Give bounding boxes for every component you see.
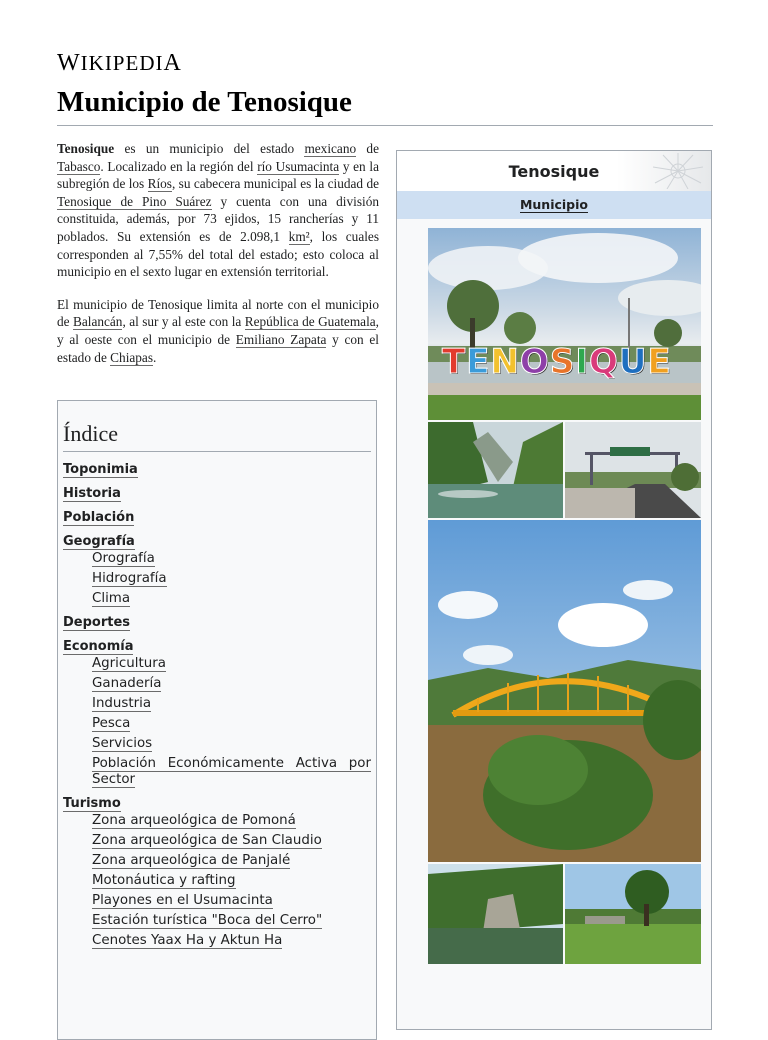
lead-section — [57, 140, 379, 381]
toc-section-link[interactable]: Historia — [63, 486, 121, 501]
toc-subsection-list — [92, 656, 371, 788]
toc-subsection-link[interactable]: Agricultura — [92, 656, 166, 671]
toc-subsection[interactable] — [92, 756, 371, 788]
toc-subsection[interactable] — [92, 893, 371, 909]
page-title: Municipio de Tenosique — [57, 86, 713, 126]
article-link[interactable]: río Usumacinta — [257, 158, 340, 174]
toc-subsection[interactable] — [92, 933, 371, 949]
toc-subsection-list — [92, 551, 371, 607]
article-link[interactable]: República de Guatemala — [244, 314, 376, 330]
cliff-lagoon-illustration — [428, 864, 563, 964]
toc-section-link[interactable]: Toponimia — [63, 462, 138, 477]
paragraph-text: y cuenta con una división constituida, además, por 73 ejidos, 15 rancherías y 11 poblados. Su extensión es de 2.098,1 — [57, 193, 380, 244]
sign-letter: S — [549, 342, 575, 382]
toc-section[interactable] — [63, 484, 371, 502]
article-link[interactable]: km² — [288, 228, 310, 244]
toc-subsection-link[interactable]: Pesca — [92, 716, 131, 731]
toc-list — [63, 460, 371, 949]
toc-subsection-link[interactable]: Población Económicamente Activa por Sector — [92, 756, 371, 787]
toc-subsection[interactable] — [92, 853, 371, 869]
toc-subsection-link[interactable]: Zona arqueológica de Panjalé — [92, 853, 291, 868]
article-link[interactable]: Chiapas — [110, 349, 154, 365]
tenosique-sign-letters — [442, 342, 671, 382]
toc-subsection[interactable] — [92, 591, 371, 607]
toc-subsection-link[interactable]: Zona arqueológica de San Claudio — [92, 833, 322, 848]
decorative-burst-icon — [653, 153, 703, 189]
photo-river-canyon[interactable] — [428, 422, 563, 518]
toc-subsection[interactable] — [92, 571, 371, 587]
photo-cliff-lagoon[interactable] — [428, 864, 563, 964]
sign-letter: E — [466, 342, 490, 382]
toc-section[interactable] — [63, 532, 371, 607]
toc-subsection[interactable] — [92, 676, 371, 692]
toc-subsection[interactable] — [92, 551, 371, 567]
toc-subsection[interactable] — [92, 813, 371, 829]
toc-section[interactable] — [63, 637, 371, 788]
toc-subsection-list — [92, 813, 371, 949]
article-subject: Tenosique — [57, 141, 115, 156]
toc-subsection-link[interactable]: Ganadería — [92, 676, 162, 691]
article-link[interactable]: Ríos — [147, 176, 172, 192]
paragraph-text: es un municipio del estado — [114, 141, 305, 156]
toc-subsection-link[interactable]: Servicios — [92, 736, 153, 751]
toc-subsection-link[interactable]: Hidrografía — [92, 571, 167, 586]
toc-subsection[interactable] — [92, 656, 371, 672]
paragraph-text: de — [356, 141, 379, 156]
toc-section[interactable] — [63, 613, 371, 631]
paragraph-text: , y al oeste con el municipio de — [57, 314, 379, 347]
paragraph-text: . — [153, 349, 157, 365]
infobox — [396, 150, 712, 1030]
lead-paragraph-1 — [57, 140, 379, 281]
article-link[interactable]: Emiliano Zapata — [235, 331, 327, 347]
toc-subsection[interactable] — [92, 716, 371, 732]
paragraph-text: y en la subregión de los — [57, 158, 379, 192]
lead-paragraph-2 — [57, 296, 379, 366]
toc-title: Índice — [63, 421, 371, 452]
toc-subsection-link[interactable]: Motonáutica y rafting — [92, 873, 236, 888]
toc-subsection-link[interactable]: Cenotes Yaax Ha y Aktun Ha — [92, 933, 283, 948]
toc-subsection-link[interactable]: Playones en el Usumacinta — [92, 893, 273, 908]
toc-section[interactable] — [63, 794, 371, 949]
paragraph-text: El municipio de Tenosique limita al norte con el municipio de — [57, 296, 379, 330]
toc-section[interactable] — [63, 508, 371, 526]
toc-section-link[interactable]: Población — [63, 510, 135, 525]
table-of-contents — [57, 400, 377, 1040]
photo-ruins-field[interactable] — [565, 864, 701, 964]
paragraph-text: y con el estado de — [57, 331, 379, 365]
sign-letter: N — [490, 342, 519, 382]
toc-subsection[interactable] — [92, 833, 371, 849]
sign-letter: U — [618, 342, 647, 382]
toc-subsection[interactable] — [92, 736, 371, 752]
clouds-trees-illustration — [428, 228, 701, 420]
river-canyon-illustration — [428, 422, 563, 518]
article-link[interactable]: Tabasco — [57, 158, 101, 174]
photo-bridge-river[interactable] — [428, 520, 701, 862]
toc-subsection[interactable] — [92, 696, 371, 712]
paragraph-text: . Localizado en la región del — [100, 158, 258, 174]
article-link[interactable]: mexicano — [304, 141, 357, 156]
toc-section-link[interactable]: Economía — [63, 639, 134, 654]
sign-letter: E — [647, 342, 671, 382]
toc-subsection-link[interactable]: Orografía — [92, 551, 155, 566]
toc-subsection-link[interactable]: Zona arqueológica de Pomoná — [92, 813, 296, 828]
infobox-title — [397, 151, 711, 191]
toc-subsection[interactable] — [92, 913, 371, 929]
sign-letter: Q — [588, 342, 618, 382]
paragraph-text: , al sur y al este con la — [122, 314, 245, 330]
sign-letter: O — [519, 342, 549, 382]
bridge-river-illustration — [428, 520, 701, 862]
highway-illustration — [565, 422, 701, 518]
wikipedia-logo[interactable]: WIKIPEDIA — [57, 50, 182, 76]
toc-section-link[interactable]: Geografía — [63, 534, 135, 549]
toc-subsection-link[interactable]: Estación turística "Boca del Cerro" — [92, 913, 323, 928]
toc-section-link[interactable]: Deportes — [63, 615, 131, 630]
paragraph-text: , los cuales corresponden al 7,55% del total del estado; esto coloca al municipio en el sexto lugar en extensión territorial. — [57, 228, 379, 280]
photo-tenosique-sign[interactable] — [428, 228, 701, 420]
toc-subsection[interactable] — [92, 873, 371, 889]
article-link[interactable]: Tenosique de Pino Suárez — [57, 193, 212, 209]
sign-letter: T — [442, 342, 466, 382]
toc-subsection-link[interactable]: Industria — [92, 696, 152, 711]
photo-highway[interactable] — [565, 422, 701, 518]
infobox-subtitle[interactable]: Municipio — [397, 191, 711, 219]
toc-section-link[interactable]: Turismo — [63, 796, 121, 811]
infobox-title-text: Tenosique — [508, 161, 600, 181]
ruins-field-illustration — [565, 864, 701, 964]
toc-section[interactable] — [63, 460, 371, 478]
paragraph-text: , su cabecera municipal es la ciudad de — [171, 176, 379, 192]
article-link[interactable]: Balancán — [72, 314, 123, 330]
sign-letter: I — [575, 342, 588, 382]
toc-subsection-link[interactable]: Clima — [92, 591, 131, 606]
